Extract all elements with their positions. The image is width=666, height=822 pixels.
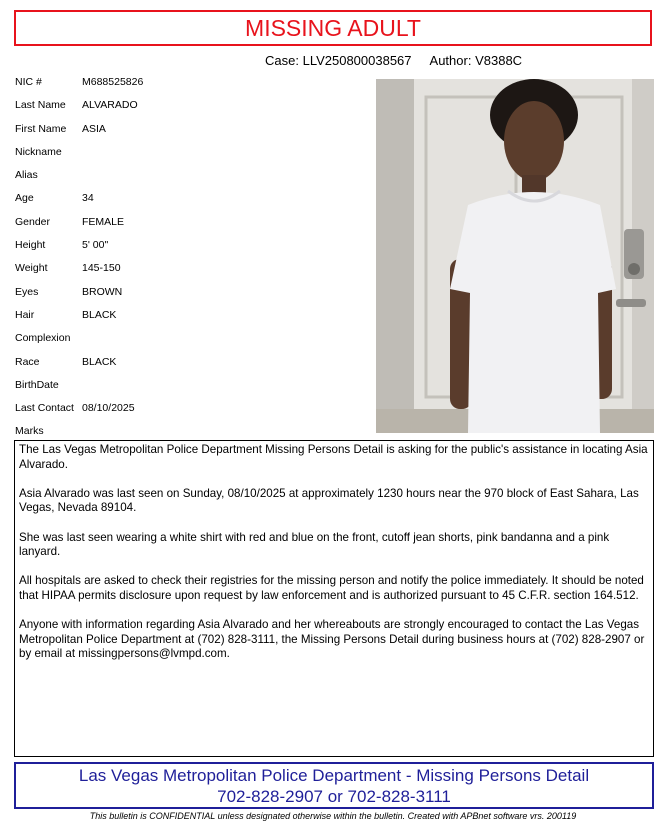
field-label: Race [15,355,40,368]
field-value: M688525826 [82,76,144,88]
field-label: Hair [15,308,35,321]
field-label: NIC # [15,76,42,88]
field-value: ASIA [82,122,106,135]
description-paragraph: Anyone with information regarding Asia Alvarado and her whereabouts are strongly encouraged to contact the Las Vegas Metropolitan Police Department at (702) 828-3111, the Missing Persons Detail during business hours at (702) 828-2907 or by email at missingpersons@lvmpd.com. [19,618,645,661]
field-row-height [15,234,370,257]
field-label: BirthDate [15,378,59,391]
field-value: BLACK [82,355,117,368]
field-value: 34 [82,192,94,205]
field-value: BROWN [82,285,123,298]
field-label: Gender [15,215,51,228]
field-value: 08/10/2025 [82,402,135,415]
case-label: Case: [265,53,299,68]
field-row-hair [15,304,370,327]
description-paragraph: All hospitals are asked to check their registries for the missing person and notify the police immediately. It should be noted that HIPAA permits disclosure upon request by law enforcement and is authorized pursuant to 45 C.F.R. section 164.512. [19,574,644,602]
missing-person-photo [376,79,654,433]
author-label: Author: [429,53,472,68]
field-row-nic [15,71,370,94]
field-row-complexion [15,327,370,350]
field-row-eyes [15,281,370,304]
photo-illustration [376,79,654,433]
agency-phones: 702-828-2907 or 702-828-3111 [217,787,451,806]
field-value: BLACK [82,308,117,321]
confidentiality-note: This bulletin is CONFIDENTIAL unless designated otherwise within the bulletin. Created with APBnet software vrs. 200119 [89,811,577,821]
field-value: 5' 00" [82,239,109,252]
field-label: Complexion [15,332,71,345]
field-value: FEMALE [82,215,125,228]
field-label: Height [15,239,46,252]
field-row-last-contact [15,397,370,420]
field-label: Eyes [15,285,39,298]
field-label: Last Name [15,99,66,112]
agency-name: Las Vegas Metropolitan Police Department - Missing Persons Detail [78,766,590,785]
case-number: LLV250800038567 [302,53,412,68]
description-paragraph: She was last seen wearing a white shirt with red and blue on the front, cutoff jean shorts, pink bandanna and a pink lanyard. [19,530,610,559]
author-id: V8388C [475,53,523,68]
description-paragraph: The Las Vegas Metropolitan Police Department Missing Persons Detail is asking for the public's assistance in locating Asia Alvarado. [19,443,648,471]
person-details [15,71,370,444]
field-value: 145-150 [82,262,121,275]
field-row-first-name [15,118,370,141]
agency-footer [14,762,654,809]
field-value: ALVARADO [82,99,138,112]
field-row-weight [15,257,370,280]
field-row-age [15,187,370,210]
description-paragraph: Asia Alvarado was last seen on Sunday, 08/10/2025 at approximately 1230 hours near the 970 block of East Sahara, Las Vegas, Nevada 89104. [19,486,639,515]
bulletin-title: MISSING ADULT [245,15,421,41]
field-label: Alias [15,169,38,182]
field-row-gender [15,211,370,234]
field-row-race [15,351,370,374]
field-label: Marks [15,425,44,438]
field-label: Age [15,192,34,205]
field-label: Nickname [15,145,62,158]
bulletin-title-banner [14,10,652,46]
case-line [265,53,522,68]
field-row-last-name [15,94,370,117]
field-label: First Name [15,122,67,135]
field-row-birthdate [15,374,370,397]
field-label: Last Contact [15,402,74,415]
field-label: Weight [15,262,48,275]
description-box [14,440,654,757]
field-row-alias [15,164,370,187]
field-row-nickname [15,141,370,164]
